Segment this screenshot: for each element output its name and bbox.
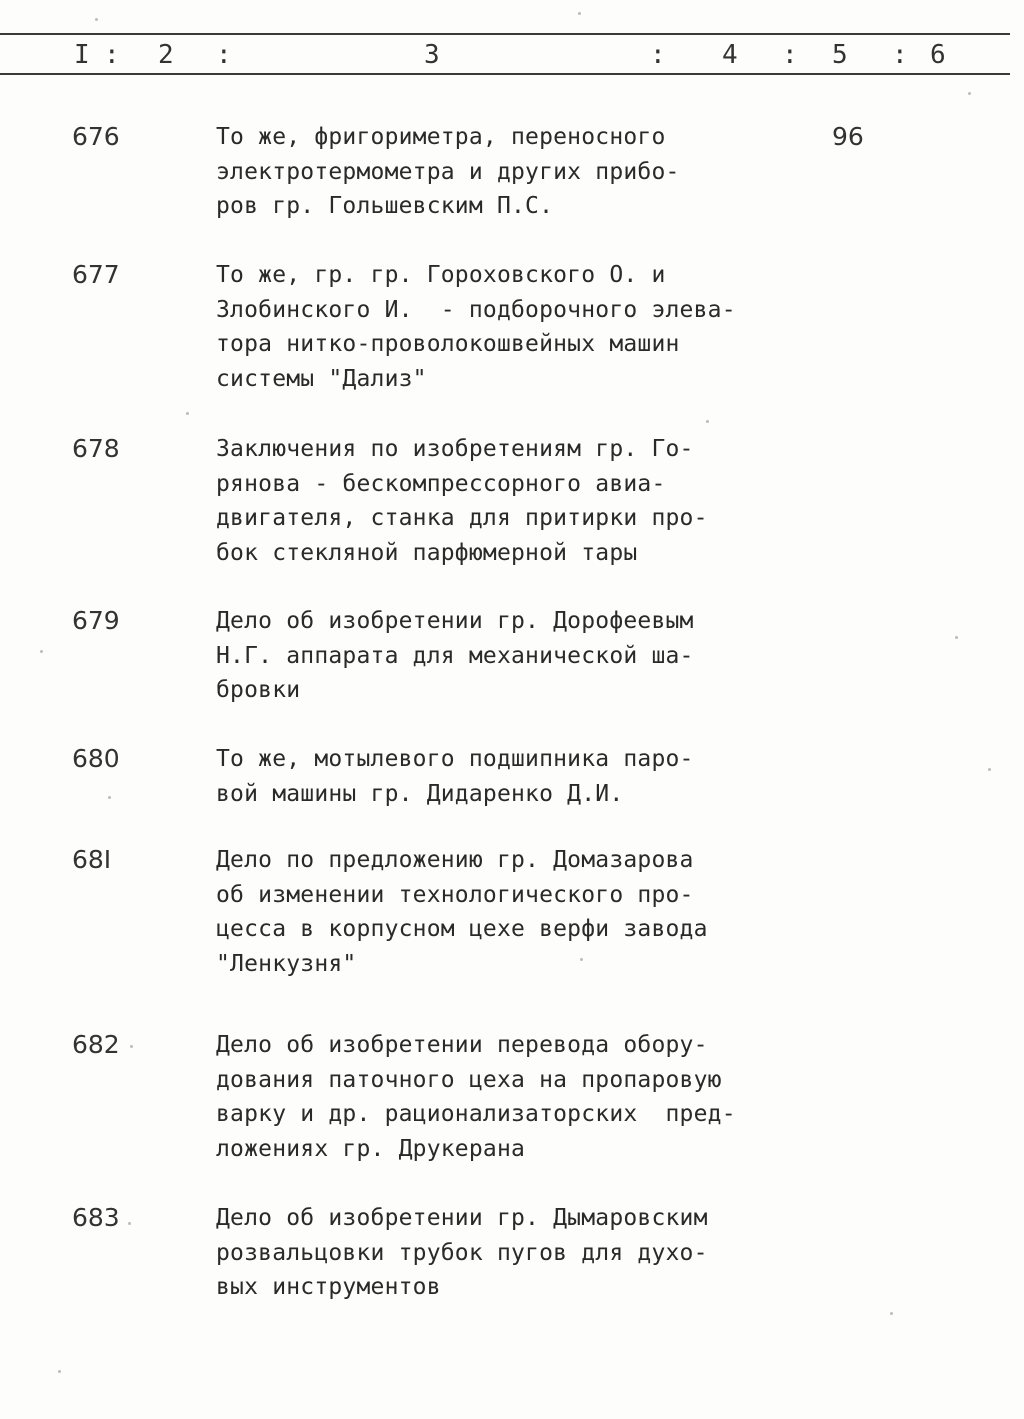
- column-header-5: 5: [832, 40, 848, 70]
- entry-description: [216, 1201, 776, 1305]
- column-header-2: 2: [158, 40, 174, 70]
- entry-text-line: вых инструментов: [216, 1274, 441, 1300]
- entry-number: 682: [72, 1030, 120, 1059]
- entry-number: 678: [72, 434, 120, 463]
- entry-description: [216, 120, 776, 224]
- entry-text-line: рянова - бескомпрессорного авиа-: [216, 470, 666, 497]
- entry-text-line: "Ленкузня": [216, 950, 357, 977]
- entry-text-line: цесса в корпусном цехе верфи завода: [216, 916, 708, 942]
- entry-text-line: дования паточного цеха на пропаровую: [216, 1066, 722, 1093]
- entry-description: [216, 742, 776, 811]
- entry-text-line: ров гр. Гольшевским П.С.: [216, 193, 554, 219]
- entry-text-line: ложениях гр. Друкерана: [216, 1135, 526, 1162]
- entry-text-line: Дело по предложению гр. Домазарова: [216, 847, 694, 873]
- entry-number: 683: [72, 1203, 120, 1232]
- entry-text-line: То же, мотылевого подшипника паро-: [216, 746, 694, 772]
- column-separator: :: [650, 40, 666, 70]
- entry-text-line: Дело об изобретении перевода обору-: [216, 1032, 708, 1058]
- entry-text-line: варку и др. рационализаторских пред-: [216, 1101, 736, 1127]
- entry-number: 676: [72, 122, 120, 151]
- header-bottom-rule: [0, 73, 1010, 75]
- entry-text-line: тора нитко-проволокошвейных машин: [216, 331, 680, 357]
- entry-text-line: бок стекляной парфюмерной тары: [216, 539, 638, 566]
- entry-description: [216, 843, 776, 981]
- entry-number: 680: [72, 744, 120, 773]
- entry-text-line: Заключения по изобретениям гр. Го-: [216, 436, 694, 462]
- entry-description: [216, 604, 776, 708]
- entry-text-line: Дело об изобретении гр. Дорофеевым: [216, 608, 694, 634]
- entry-description: [216, 1028, 776, 1166]
- entry-text-line: Дело об изобретении гр. Дымаровским: [216, 1205, 708, 1231]
- column-header-1: I: [74, 40, 90, 70]
- entry-description: [216, 432, 776, 570]
- column-separator: :: [782, 40, 798, 70]
- entry-text-line: системы "Дализ": [216, 365, 427, 392]
- column-header-3: 3: [424, 40, 440, 70]
- column-separator: :: [216, 40, 232, 70]
- entry-text-line: розвальцовки трубок пугов для духо-: [216, 1239, 708, 1266]
- entry-text-line: То же, фригориметра, переносного: [216, 124, 666, 150]
- header-top-rule: [0, 33, 1010, 35]
- entry-text-line: об изменении технологического про-: [216, 881, 694, 908]
- column-separator: :: [104, 40, 120, 70]
- entry-number: 679: [72, 606, 120, 635]
- entry-text-line: То же, гр. гр. Гороховского О. и: [216, 262, 666, 288]
- entry-text-line: бровки: [216, 677, 301, 703]
- column-header-4: 4: [722, 40, 738, 70]
- entry-pages: 96: [832, 122, 864, 151]
- column-separator: :: [892, 40, 908, 70]
- entry-description: [216, 258, 776, 396]
- entry-text-line: Злобинского И. - подборочного элева-: [216, 296, 736, 323]
- column-header-6: 6: [930, 40, 946, 70]
- entry-text-line: Н.Г. аппарата для механической ша-: [216, 642, 694, 669]
- entry-number: 677: [72, 260, 120, 289]
- entry-number: 68I: [72, 845, 112, 874]
- entry-text-line: двигателя, станка для притирки про-: [216, 505, 708, 531]
- entry-text-line: вой машины гр. Дидаренко Д.И.: [216, 780, 624, 807]
- entry-text-line: электротермометра и других прибо-: [216, 158, 680, 185]
